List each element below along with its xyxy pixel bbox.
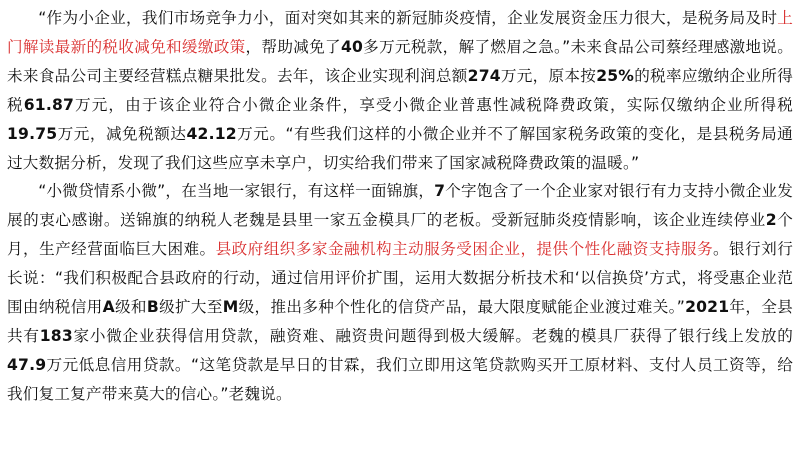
p2-text-5: 级和 xyxy=(114,298,147,317)
p1-text-8: 万元。“有些我们这样的小微企业并不了解国家税务政策的变化，是县税务局通过大数据分析，发现了我们这些应享未享户，切实给我们带来了国家减税降费政策的温暖。” xyxy=(7,124,793,172)
p1-text-6: 万元，由于该企业符合小微企业条件，享受小微企业普惠性减税降费政策，实际仅缴纳企业所得税 xyxy=(74,95,794,114)
p2-text-8: 年，全县共有 xyxy=(7,298,793,345)
p1-highlight-tax-policy: 上门解读最新的税收减免和缓缴政策 xyxy=(7,9,793,56)
p2-text-6: 级扩大至 xyxy=(158,298,223,317)
paragraph-tax-relief xyxy=(7,4,793,177)
p2-text-7: 级，推出多种个性化的信贷产品，最大限度赋能企业渡过难关。” xyxy=(238,298,686,317)
p2-grade-a: A xyxy=(102,298,115,317)
p1-number-42-12: 42.12 xyxy=(186,124,237,143)
p2-text-10: 万元低息信用贷款。“这笔贷款是早日的甘霖，我们立即用这笔贷款购买开工原材料、支付人员工资等，给我们复工复产带来莫大的信心。”老魏说。 xyxy=(7,355,793,403)
p2-text-3: 个月，生产经营面临巨大困难。 xyxy=(7,211,794,259)
p1-number-19-75: 19.75 xyxy=(7,124,58,143)
p1-number-274: 274 xyxy=(467,66,501,85)
document-body xyxy=(7,4,793,409)
p1-number-25pct: 25% xyxy=(596,66,635,85)
paragraph-micro-loan xyxy=(7,177,793,408)
p1-number-61-87: 61.87 xyxy=(23,95,75,114)
p2-number-2: 2 xyxy=(765,211,777,230)
p2-text-2: 个字饱含了一个企业家对银行有力支持小微企业发展的衷心感谢。送锦旗的纳税人老魏是县里一家五金模具厂的老板。受新冠肺炎疫情影响，该企业连续停业 xyxy=(7,182,794,230)
p1-number-40: 40 xyxy=(340,37,364,56)
p1-text-4: 万元，原本按 xyxy=(500,66,597,85)
p2-number-7: 7 xyxy=(434,182,446,201)
p2-text-4: 。银行刘行长说：“我们积极配合县政府的行动，通过信用评价扩围，运用大数据分析技术和‘以信换贷’方式，将受惠企业范围由纳税信用 xyxy=(7,240,793,317)
p2-number-47-9: 47.9 xyxy=(7,355,47,374)
p1-text-2: ，帮助减免了 xyxy=(245,37,341,56)
p1-text-5: 的税率应缴纳企业所得税 xyxy=(7,66,793,114)
p2-text-1: “小微贷情系小微”，在当地一家银行，有这样一面锦旗， xyxy=(38,182,435,201)
p1-text-7: 万元，减免税额达 xyxy=(57,124,187,143)
p2-grade-m: M xyxy=(222,298,239,317)
p2-number-183: 183 xyxy=(39,326,73,345)
p2-grade-b: B xyxy=(146,298,159,317)
p2-text-9: 家小微企业获得信用贷款，融资难、融资贵问题得到极大缓解。老魏的模具厂获得了银行线上发放的 xyxy=(72,326,793,345)
p1-text-3: 多万元税款，解了燃眉之急。”未来食品公司蔡经理感激地说。未来食品公司主要经营糕点糖果批发。去年，该企业实现利润总额 xyxy=(7,37,793,85)
p1-text-1: “作为小企业，我们市场竞争力小，面对突如其来的新冠肺炎疫情，企业发展资金压力很大，是税务局及时 xyxy=(38,9,778,27)
p2-highlight-financing: 县政府组织多家金融机构主动服务受困企业，提供个性化融资支持服务 xyxy=(215,240,714,259)
p2-number-2021: 2021 xyxy=(685,298,730,317)
